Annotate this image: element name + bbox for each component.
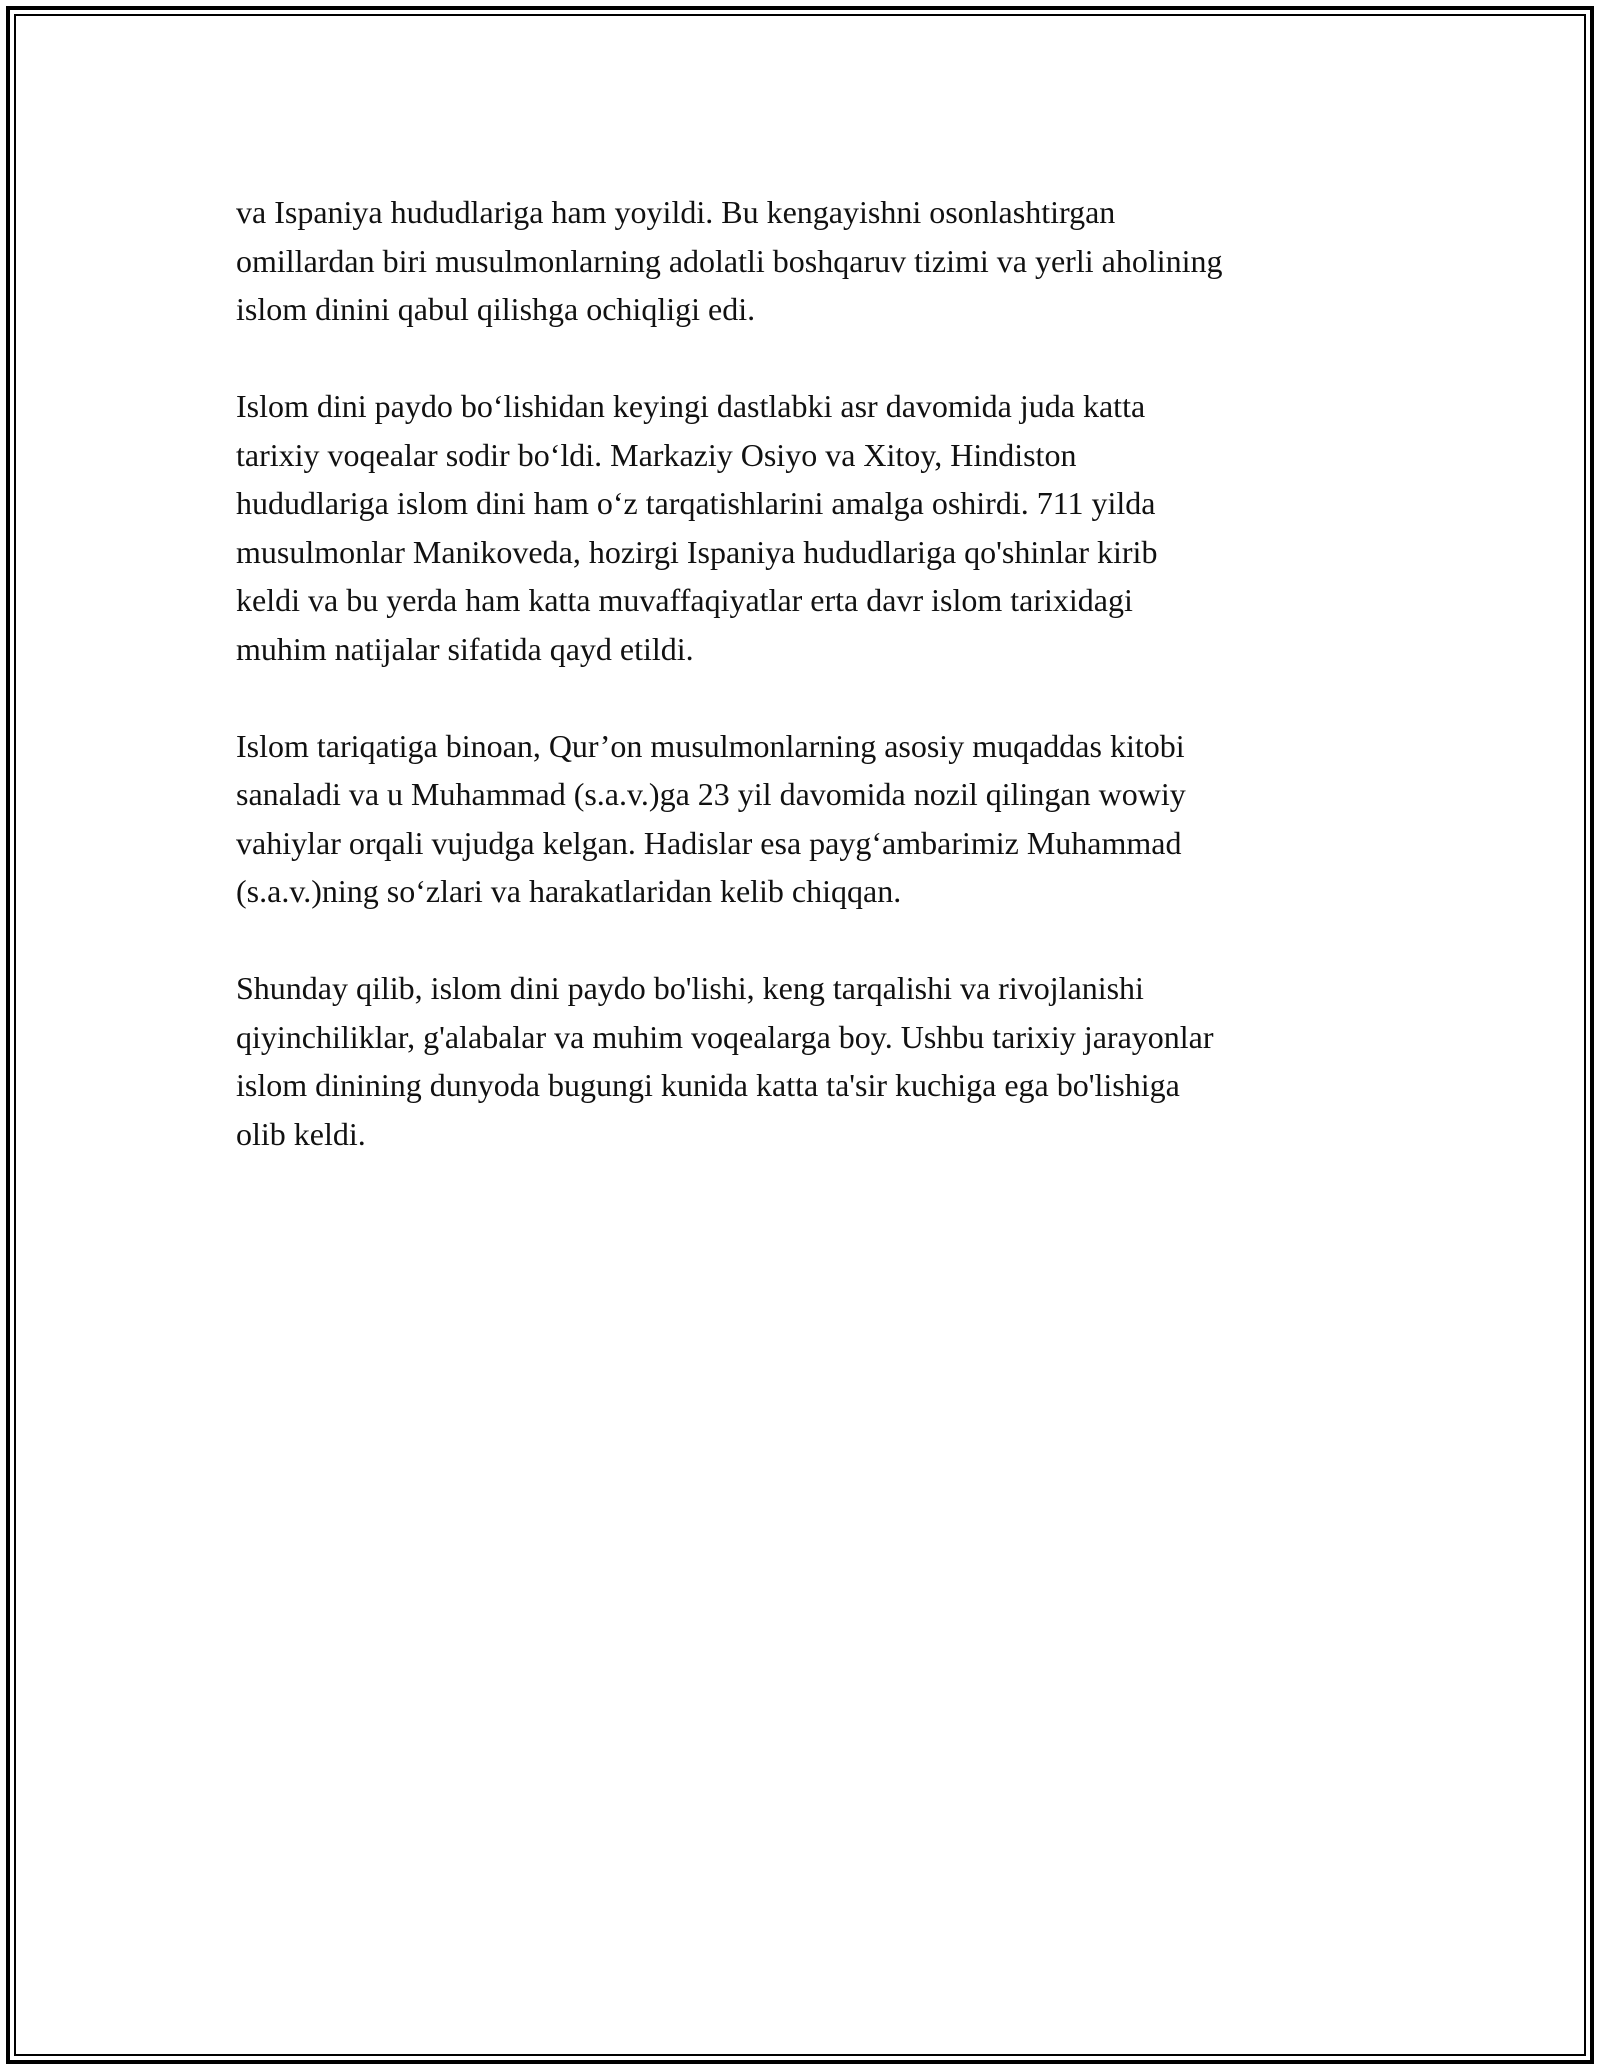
text-line: olib keldi. <box>236 1115 366 1152</box>
text-line: Islom tariqatiga binoan, Qur’on musulmonlarning asosiy muqaddas kitobi <box>236 727 1185 764</box>
text-line: islom dinini qabul qilishga ochiqligi edi. <box>236 291 756 327</box>
text-line: sanaladi va u Muhammad (s.a.v.)ga 23 yil davomida nozil qilingan wowiy <box>236 776 1186 812</box>
text-line: hududlariga islom dini ham o‘z tarqatishlarini amalga oshirdi. 711 yilda <box>236 485 1156 521</box>
text-line: tarixiy voqealar sodir bo‘ldi. Markaziy Osiyo va Xitoy, Hindiston <box>236 436 1077 473</box>
paragraph-2 <box>236 382 1386 673</box>
text-line: qiyinchiliklar, g'alabalar va muhim voqealarga boy. Ushbu tarixiy jarayonlar <box>236 1018 1214 1055</box>
text-line: va Ispaniya hududlariga ham yoyildi. Bu kengayishni osonlashtirgan <box>236 194 1116 230</box>
text-line: keldi va bu yerda ham katta muvaffaqiyatlar erta davr islom tarixidagi <box>236 582 1133 618</box>
text-line: islom dinining dunyoda bugungi kunida katta ta'sir kuchiga ega bo'lishiga <box>236 1067 1180 1103</box>
text-line: musulmonlar Manikoveda, hozirgi Ispaniya hududlariga qo'shinlar kirib <box>236 533 1158 570</box>
text-line: Shunday qilib, islom dini paydo bo'lishi, keng tarqalishi va rivojlanishi <box>236 970 1144 1006</box>
text-line: muhim natijalar sifatida qayd etildi. <box>236 630 694 667</box>
document-body <box>236 188 1386 1207</box>
text-line: omillardan biri musulmonlarning adolatli boshqaruv tizimi va yerli aholining <box>236 242 1223 279</box>
paragraph-4 <box>236 964 1386 1158</box>
paragraph-3 <box>236 722 1386 916</box>
text-line: (s.a.v.)ning so‘zlari va harakatlaridan kelib chiqqan. <box>236 873 902 909</box>
paragraph-1 <box>236 188 1386 334</box>
text-line: vahiylar orqali vujudga kelgan. Hadislar esa payg‘ambarimiz Muhammad <box>236 824 1182 861</box>
text-line: Islom dini paydo bo‘lishidan keyingi dastlabki asr davomida juda katta <box>236 388 1146 424</box>
